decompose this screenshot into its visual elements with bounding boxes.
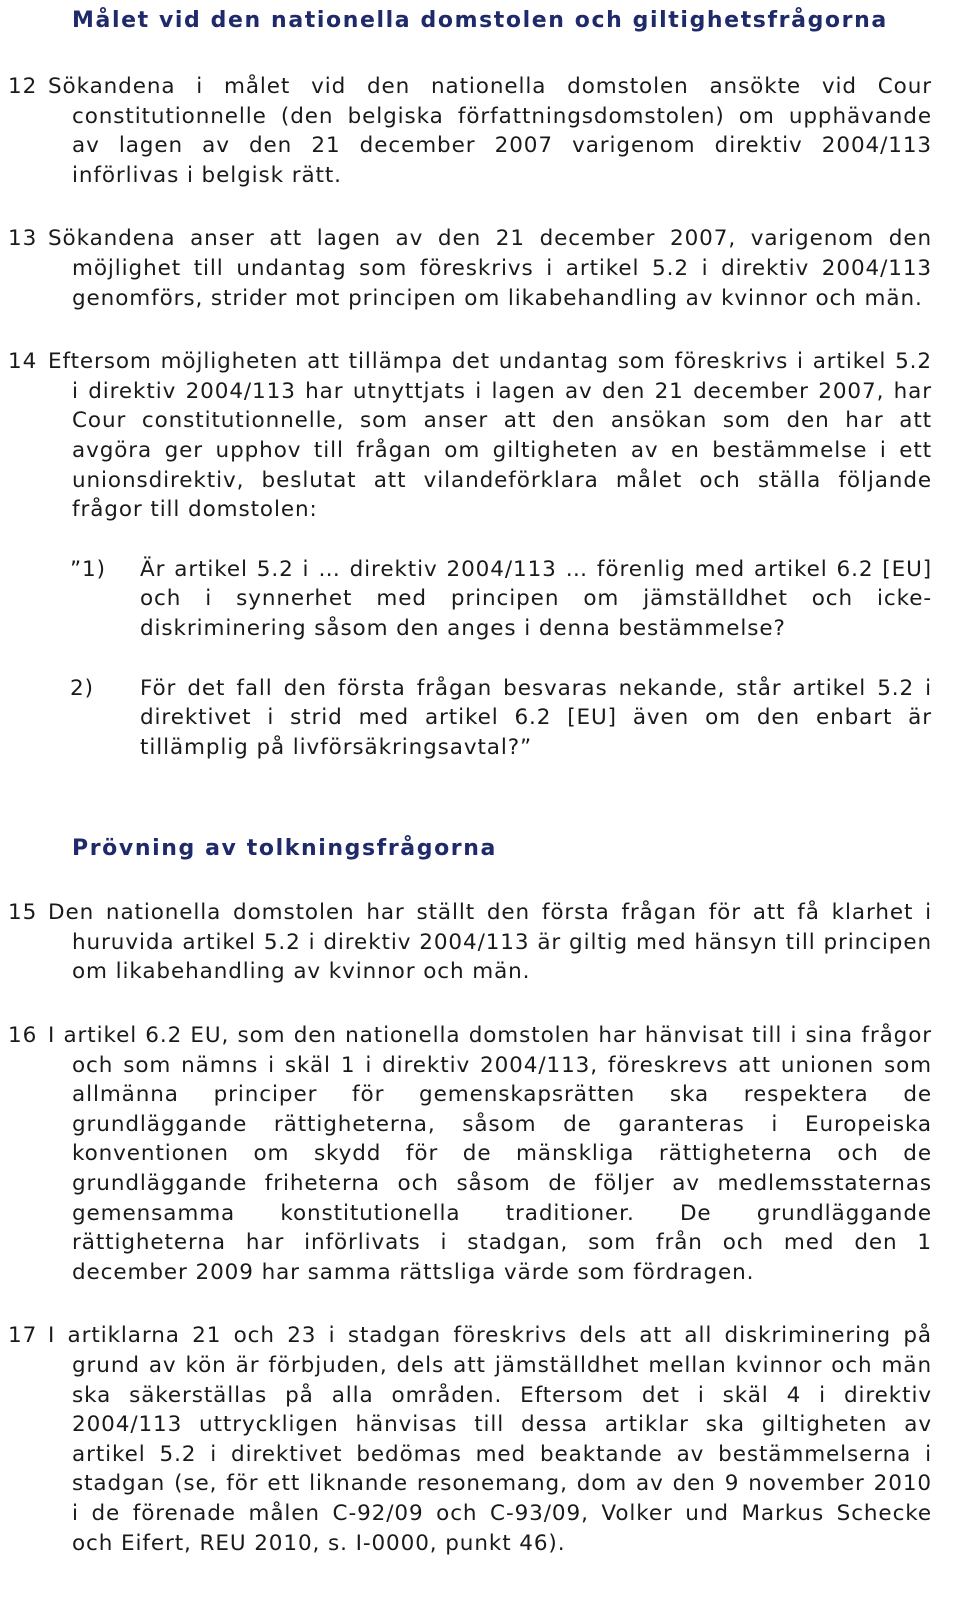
paragraph-number: 15 bbox=[8, 900, 38, 926]
section-heading-interpretation: Prövning av tolkningsfrågorna bbox=[72, 836, 497, 862]
paragraph-text: Den nationella domstolen har ställt den första frågan för att få klarhet i huruvida artikel 5.2 i direktiv 2004/113 är giltig med hänsyn till principen om likabehandling av kvinnor och män. bbox=[48, 900, 932, 985]
paragraph-number: 16 bbox=[8, 1023, 38, 1049]
paragraph-text: Eftersom möjligheten att tillämpa det undantag som föreskrivs i artikel 5.2 i direktiv 2004/113 har utnyttjats i lagen av den 21 december 2007, har Cour constitutionnelle, som anser att den ansökan som den har att avgöra ger upphov till frågan om giltigheten av en bestämmelse i ett unionsdirektiv, beslutat att vilandeförklara målet och ställa följande frågor till domstolen: bbox=[48, 349, 932, 523]
paragraph-number: 14 bbox=[8, 349, 38, 375]
paragraph-number: 13 bbox=[8, 226, 38, 252]
paragraph-17 bbox=[8, 1321, 932, 1558]
paragraph-14 bbox=[8, 347, 932, 525]
paragraph-12 bbox=[8, 72, 932, 190]
question-label: ”1) bbox=[70, 556, 106, 582]
paragraph-text: Sökandena anser att lagen av den 21 december 2007, varigenom den möjlighet till undantag som föreskrivs i artikel 5.2 i direktiv 2004/113 genomförs, strider mot principen om likabehandling av kvinnor och män. bbox=[48, 226, 932, 311]
question-1 bbox=[8, 555, 932, 644]
paragraph-13 bbox=[8, 224, 932, 313]
question-text: Är artikel 5.2 i … direktiv 2004/113 … förenlig med artikel 6.2 [EU] och i synnerhet med principen om jämställdhet och icke-diskriminering såsom den anges i denna bestämmelse? bbox=[140, 556, 932, 641]
paragraph-text: I artiklarna 21 och 23 i stadgan föreskrivs dels att all diskriminering på grund av kön är förbjuden, dels att jämställdhet mellan kvinnor och män ska säkerställas på alla områden. Eftersom det i skäl 4 i direktiv 2004/113 uttryckligen hänvisas till dessa artiklar ska giltigheten av artikel 5.2 i direktivet bedömas med beaktande av bestämmelserna i stadgan (se, för ett liknande resonemang, dom av den 9 november 2010 i de förenade målen C-92/09 och C-93/09, Volker und Markus Schecke och Eifert, REU 2010, s. I-0000, punkt 46). bbox=[48, 1323, 932, 1556]
question-2 bbox=[8, 674, 932, 763]
document-page bbox=[8, 0, 932, 1558]
question-text: För det fall den första frågan besvaras nekande, står artikel 5.2 i direktivet i strid med artikel 6.2 [EU] även om den enbart är tillämplig på livförsäkringsavtal?” bbox=[140, 675, 932, 760]
paragraph-number: 12 bbox=[8, 74, 38, 99]
question-label: 2) bbox=[70, 675, 94, 701]
paragraph-text: Sökandena i målet vid den nationella domstolen ansökte vid Cour constitutionnelle (den belgiska författningsdomstolen) om upphävande av lagen av den 21 december 2007 varigenom direktiv 2004/113 införlivas i belgisk rätt. bbox=[48, 74, 932, 188]
paragraph-text: I artikel 6.2 EU, som den nationella domstolen har hänvisat till i sina frågor och som nämns i skäl 1 i direktiv 2004/113, föreskrevs att unionen som allmänna principer för gemenskapsrätten ska respektera de grundläggande rättigheterna, såsom de garanteras i Europeiska konventionen om skydd för de mänskliga rättigheterna och de grundläggande friheterna och såsom de följer av medlemsstaternas gemensamma konstitutionella traditioner. De grundläggande rättigheterna har införlivats i stadgan, som från och med den 1 december 2009 har samma rättsliga värde som fördragen. bbox=[48, 1023, 932, 1285]
section-heading-main-proceedings: Målet vid den nationella domstolen och giltighetsfrågorna bbox=[72, 8, 888, 33]
paragraph-15 bbox=[8, 898, 932, 987]
paragraph-16 bbox=[8, 1021, 932, 1287]
paragraph-number: 17 bbox=[8, 1323, 38, 1349]
